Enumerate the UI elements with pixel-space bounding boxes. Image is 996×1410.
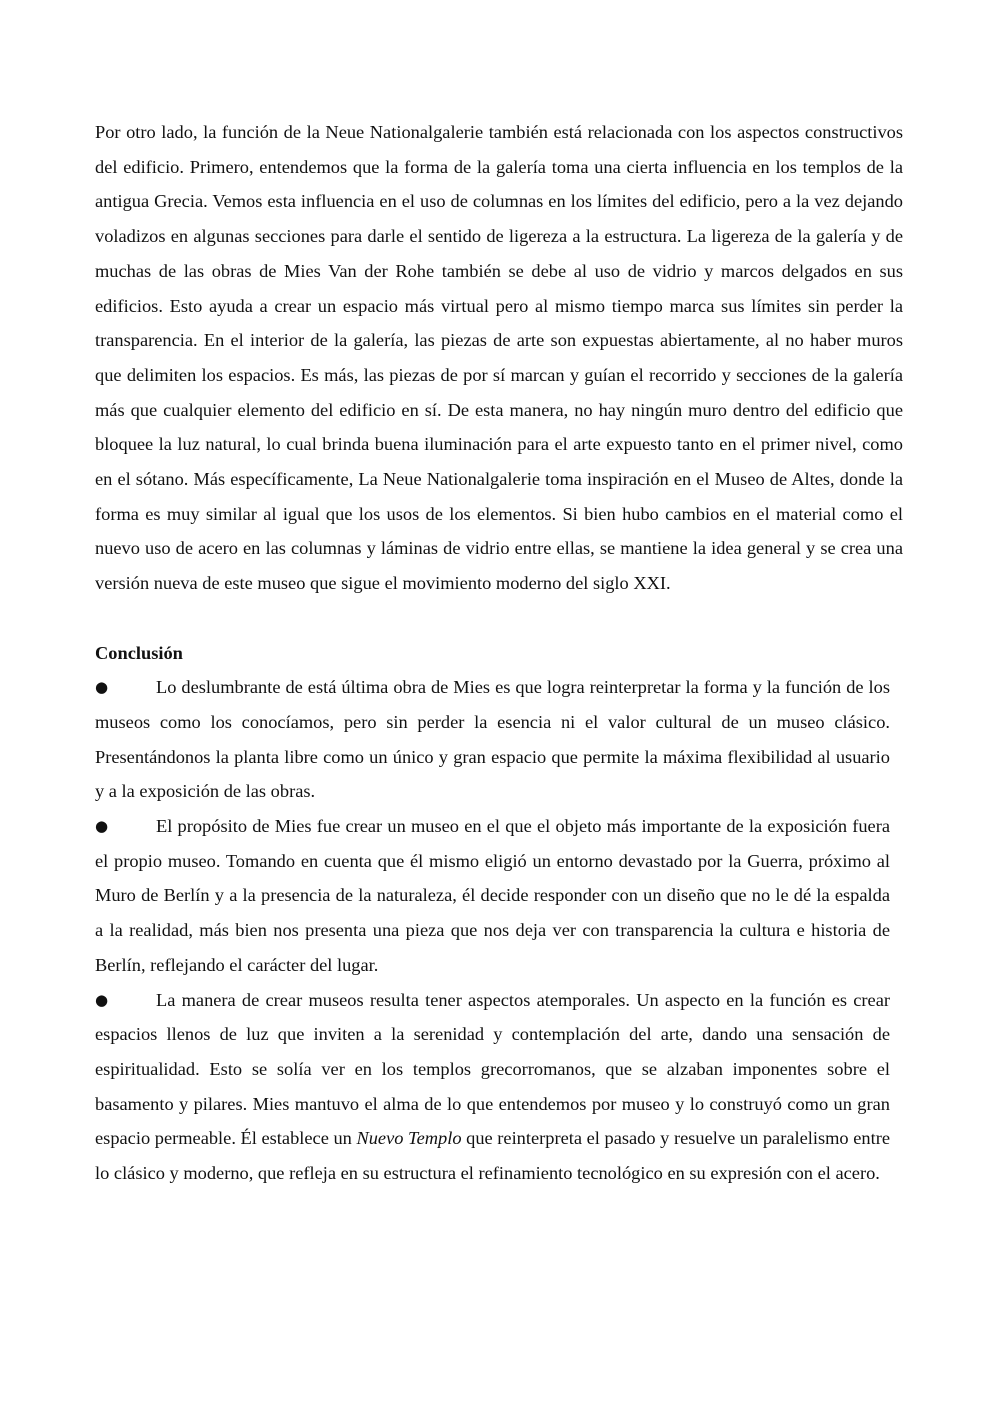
bullet-text-after: que reinterpreta el pasado y resuelve un paralelismo entre lo clásico y moderno, que refleja en su estructura el refinamiento tecnológico en su expresión con el acero. bbox=[95, 1128, 890, 1184]
bullet-text-emphasis: Nuevo Templo bbox=[356, 1128, 462, 1149]
bullet-text-before: La manera de crear museos resulta tener aspectos atemporales. Un aspecto en la función es crear espacios llenos de luz que inviten a la serenidad y contemplación del arte, dando una sensación de espiritualidad. Esto se solía ver en los templos grecorromanos, que se alzaban imponentes sobre el basamento y pilares. Mies mantuvo el alma de lo que entendemos por museo y lo construyó como un gran espacio permeable. Él establece un bbox=[95, 989, 890, 1149]
conclusion-bullet-item bbox=[95, 809, 890, 983]
bullet-icon: ● bbox=[95, 990, 109, 1009]
page-content bbox=[95, 115, 903, 1191]
bullet-text: El propósito de Mies fue crear un museo en el que el objeto más importante de la exposición fuera el propio museo. Tomando en cuenta que él mismo eligió un entorno devastado por la Guerra, próximo al Muro de Berlín y a la presencia de la naturaleza, él decide responder con un diseño que no le dé la espalda a la realidad, más bien nos presenta una pieza que nos deja ver con transparencia la cultura e historia de Berlín, reflejando el carácter del lugar. bbox=[95, 816, 890, 975]
bullet-icon: ● bbox=[95, 678, 109, 697]
body-paragraph: Por otro lado, la función de la Neue Nationalgalerie también está relacionada con los aspectos constructivos del edificio. Primero, entendemos que la forma de la galería toma una cierta influencia en los templos de la antigua Grecia. Vemos esta influencia en el uso de columnas en los límites del edificio, pero a la vez dejando voladizos en algunas secciones para darle el sentido de ligereza a la estructura. La ligereza de la galería y de muchas de las obras de Mies Van der Rohe también se debe al uso de vidrio y marcos delgados en sus edificios. Esto ayuda a crear un espacio más virtual pero al mismo tiempo marca sus límites sin perder la transparencia. En el interior de la galería, las piezas de arte son expuestas abiertamente, al no haber muros que delimiten los espacios. Es más, las piezas de por sí marcan y guían el recorrido y secciones de la galería más que cualquier elemento del edificio en sí. De esta manera, no hay ningún muro dentro del edificio que bloquee la luz natural, lo cual brinda buena iluminación para el arte expuesto tanto en el primer nivel, como en el sótano. Más específicamente, La Neue Nationalgalerie toma inspiración en el Museo de Altes, donde la forma es muy similar al igual que los usos de los elementos. Si bien hubo cambios en el material como el nuevo uso de acero en las columnas y láminas de vidrio entre ellas, se mantiene la idea general y se crea una versión nueva de este museo que sigue el movimiento moderno del siglo XXI. bbox=[95, 122, 903, 594]
conclusion-bullet-list bbox=[95, 670, 890, 1191]
conclusion-bullet-item bbox=[95, 670, 890, 809]
conclusion-bullet-item bbox=[95, 983, 890, 1191]
section-heading-conclusion: Conclusión bbox=[95, 642, 183, 663]
bullet-text: Lo deslumbrante de está última obra de Mies es que logra reinterpretar la forma y la función de los museos como los conocíamos, pero sin perder la esencia ni el valor cultural de un museo clásico. Presentándonos la planta libre como un único y gran espacio que permite la máxima flexibilidad al usuario y a la exposición de las obras. bbox=[95, 677, 890, 802]
bullet-icon: ● bbox=[95, 817, 109, 836]
